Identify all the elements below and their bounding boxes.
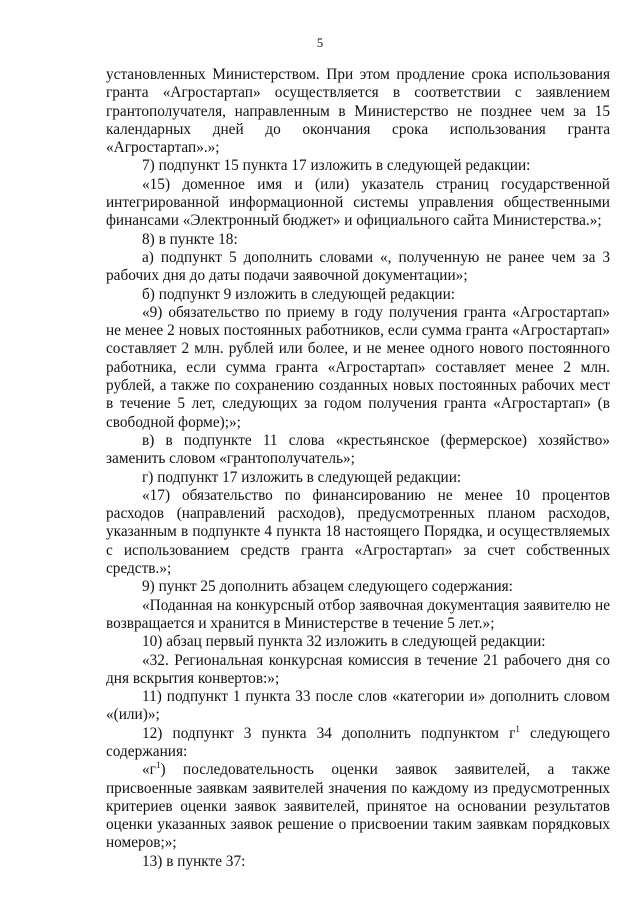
document-body [106, 66, 610, 871]
paragraph: «$г^1$) последовательность оценки заявок заявителей, а также присвоенные заявкам заявителей значения по каждому из предусмотренных критериев оценки заявок заявителей, принятое на основании результатов оценки указанных заявок решение о присвоении таким заявкам порядковых номеров;»; [106, 760, 610, 852]
paragraph: «17) обязательство по финансированию не менее 10 процентов расходов (направлений расходов), предусмотренных планом расходов, указанным в подпункте 4 пункта 18 настоящего Порядка, и осуществляемых с использованием средств гранта «Агростартап» за счет собственных средств.»; [106, 486, 610, 578]
paragraph: 13) в пункте 37: [142, 852, 246, 870]
paragraph: «9) обязательство по приему в году получения гранта «Агростартап» не менее 2 новых постоянных работников, если сумма гранта «Агростартап» составляет 2 млн. рублей или более, и не менее одного нового постоянного работника, если сумма гранта «Агростартап» составляет менее 2 млн. рублей, а также по сохранению созданных новых постоянных рабочих мест в течение 5 лет, следующих за годом получения гранта «Агростартап» (в свободной форме);»; [106, 303, 610, 431]
paragraph: г) подпункт 17 изложить в следующей редакции: [142, 468, 462, 486]
paragraph: 9) пункт 25 дополнить абзацем следующего содержания: [142, 578, 513, 596]
paragraph: а) подпункт 5 дополнить словами «, полученную не ранее чем за 3 рабочих дня до даты подачи заявочной документации»; [106, 248, 610, 285]
paragraph: б) подпункт 9 изложить в следующей редакции: [142, 285, 456, 303]
paragraph: 8) в пункте 18: [142, 230, 238, 248]
paragraph: «15) доменное имя и (или) указатель страниц государственной интегрированной информационной системы управления общественными финансами «Электронный бюджет» и официального сайта Министерства.»; [106, 175, 610, 230]
paragraph: 10) абзац первый пункта 32 изложить в следующей редакции: [142, 633, 546, 651]
paragraph: в) в подпункте 11 слова «крестьянское (фермерское) хозяйство» заменить словом «грантополучатель»; [106, 431, 610, 468]
paragraph: 11) подпункт 1 пункта 33 после слов «категории и» дополнить словом «(или)»; [106, 688, 610, 724]
paragraph: 12) подпункт 3 пункта 34 дополнить подпунктом $г^1$ следующего содержания: [106, 723, 610, 760]
paragraph: 7) подпункт 15 пункта 17 изложить в следующей редакции: [142, 157, 531, 175]
page-number: 5 [316, 36, 324, 50]
paragraph: «Поданная на конкурсный отбор заявочная документация заявителю не возвращается и хранится в Министерстве в течение 5 лет.»; [106, 596, 610, 632]
paragraph: установленных Министерством. При этом продление срока использования гранта «Агростартап» осуществляется в соответствии с заявлением грантополучателя, направленным в Министерство не позднее чем за 15 календарных дней до окончания срока использования гранта «Агростартап».»; [106, 66, 610, 157]
paragraph: «32. Региональная конкурсная комиссия в течение 21 рабочего дня со дня вскрытия конвертов:»; [106, 651, 610, 687]
